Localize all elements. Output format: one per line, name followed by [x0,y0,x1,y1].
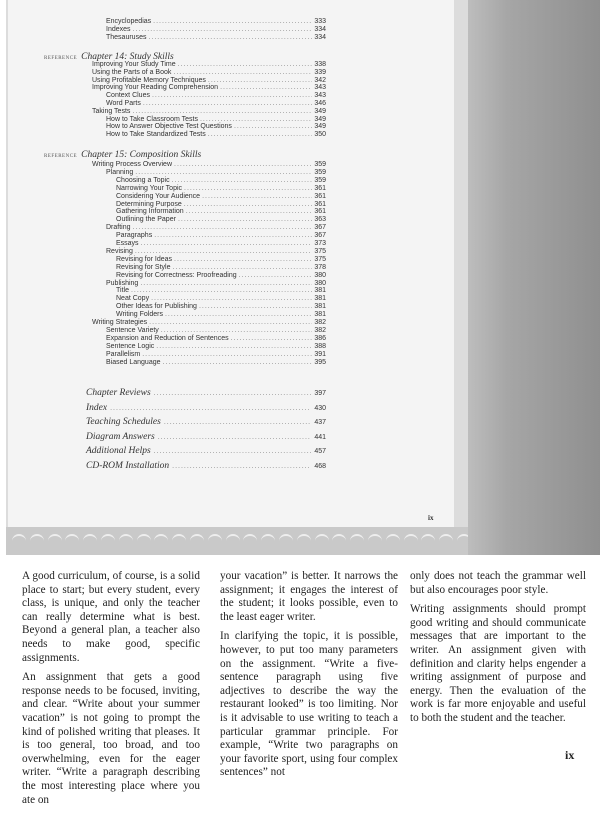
body-paragraph: An assignment that gets a good response needs to be focused, inviting, and clear. “Write about your summer vacation” is not going to prompt the kind of polished writing that pleases. It is too general, too broad, and too overwhelming, even for the eager writer. “Write a paragraph describing the most interesting place where you ate on [22,671,200,806]
dot-leader [143,100,312,108]
toc-entry [106,351,326,359]
wave-ornament [190,534,204,546]
toc-major-page: 457 [314,448,326,456]
toc-entry [92,84,326,92]
toc-entry [106,18,326,26]
body-column-1 [22,570,200,813]
wave-ornament [457,534,468,546]
toc-entry [92,161,326,169]
toc-entry-page: 380 [314,271,326,279]
decorative-wave-strip [6,527,468,555]
toc-entry-page: 343 [314,92,326,100]
dot-leader [156,343,312,351]
wave-ornament [101,534,115,546]
toc-entry-label: Parallelism [106,350,141,358]
toc-entry-page: 343 [314,84,326,92]
page-shadow [468,0,600,555]
dot-leader [165,311,312,319]
dot-leader [200,116,312,124]
toc-major-page: 468 [314,463,326,470]
wave-ornament [65,534,79,546]
toc-entry-page: 334 [314,34,326,42]
toc-major-page: 441 [314,433,326,441]
toc-entry-label: Revising for Style [116,263,171,271]
toc-entry-label: How to Take Standardized Tests [106,131,206,139]
toc-entry [116,311,326,319]
toc-entry [116,240,326,248]
toc-entry [92,77,326,85]
toc-entry-label: Neat Copy [116,295,150,303]
page-number: ix [565,748,575,762]
dot-leader [172,264,312,272]
dot-leader [154,388,312,399]
toc-entry [106,92,326,100]
toc-page-number: ix [428,514,434,522]
dot-leader [131,287,312,295]
toc-entry [106,248,326,256]
dot-leader [172,177,313,185]
toc-entry [106,335,326,343]
toc-entry [106,169,326,177]
toc-entry-page: 382 [314,326,326,334]
toc-entry [116,185,326,193]
body-paragraph: only does not teach the grammar well but also encourages poor style. [410,570,586,596]
toc-entry [116,303,326,311]
toc-major-label: Index [86,402,108,413]
toc-entry [106,327,326,335]
toc-entry-label: Planning [106,168,134,176]
toc-entry-label: Context Clues [106,92,150,100]
dot-leader [132,108,312,116]
toc-entry [106,280,326,288]
toc-entry-page: 350 [314,131,326,139]
toc-entry-page: 363 [314,216,326,224]
toc-entry-page: 391 [314,350,326,358]
wave-ornament [137,534,151,546]
toc-entry-label: How to Take Classroom Tests [106,115,198,123]
toc-entry [116,264,326,272]
toc-entry [106,123,326,131]
dot-leader [186,208,313,216]
toc-entry-label: Thesauruses [106,34,147,42]
toc-major-label: Chapter Reviews [86,388,151,398]
wave-ornament [172,534,186,546]
wave-ornament [83,534,97,546]
reference-tag: REFERENCE [44,154,78,159]
toc-entry-label: Using the Parts of a Book [92,68,172,76]
dot-leader [133,224,313,232]
toc-entry-page: 367 [314,232,326,240]
toc-major-entry [86,432,326,443]
wave-ornament [12,534,26,546]
toc-major-entry [86,388,326,399]
toc-entry-label: Taking Tests [92,107,131,115]
chapter-title: Chapter 15: Composition Skills [81,150,202,160]
toc-entry-page: 375 [314,247,326,255]
toc-entry-label: Biased Language [106,358,161,366]
toc-entry-label: Improving Your Study Time [92,61,176,68]
toc-entry-page: 381 [314,303,326,311]
dot-leader [161,327,313,335]
toc-entry [106,116,326,124]
toc-page [8,0,454,527]
dot-leader [151,295,312,303]
toc-entry-label: Revising for Correctness: Proofreading [116,271,237,279]
toc-entry [106,34,326,42]
toc-entry [116,295,326,303]
toc-entry-label: Choosing a Topic [116,176,170,184]
toc-entry-label: Paragraphs [116,232,153,240]
toc-entry-page: 361 [314,208,326,216]
dot-leader [152,92,312,100]
toc-entry-label: Using Profitable Memory Techniques [92,76,206,84]
toc-entry-page: 346 [314,100,326,107]
dot-leader [154,446,312,457]
dot-leader [158,432,312,443]
dot-leader [178,61,313,69]
toc-major-entry [86,446,326,457]
toc-entry [116,287,326,295]
dot-leader [220,84,312,92]
toc-entry-label: Publishing [106,279,139,287]
toc-entry-label: Narrowing Your Topic [116,184,183,192]
toc-entry-page: 359 [314,168,326,176]
dot-leader [110,403,311,414]
dot-leader [184,185,312,193]
toc-entry-label: Considering Your Audience [116,192,201,200]
toc-entry-page: 349 [314,115,326,123]
toc-entry [106,26,326,34]
body-paragraph: your vacation” is better. It narrows the assignment; it engages the interest of the student; it looks possible, even to the least eager writer. [220,570,398,623]
toc-entry-label: Sentence Logic [106,342,155,350]
dot-leader [163,359,313,367]
wave-ornament [48,534,62,546]
wave-ornament [404,534,418,546]
toc-entry-page: 386 [314,334,326,342]
dot-leader [234,123,312,131]
dot-leader [142,351,312,359]
dot-leader [149,319,312,327]
toc-major-entry [86,403,326,414]
wave-ornament [154,534,168,546]
toc-entry-page: 361 [314,184,326,192]
toc-entry [116,177,326,185]
toc-entry [116,216,326,224]
toc-entry-label: Outlining the Paper [116,216,176,224]
toc-entry-label: Gathering Information [116,208,184,216]
toc-entry-label: Writing Process Overview [92,161,173,168]
toc-entry [106,343,326,351]
dot-leader [202,193,312,201]
toc-entry [106,224,326,232]
body-column-3 [410,570,586,732]
toc-entry-page: 359 [314,176,326,184]
toc-entry-label: Expansion and Reduction of Sentences [106,334,229,342]
toc-entry [116,232,326,240]
toc-entry-page: 373 [314,240,326,247]
toc-entry [92,108,326,116]
dot-leader [178,216,312,224]
wave-ornament [315,534,329,546]
toc-entry-page: 361 [314,200,326,208]
wave-ornament [279,534,293,546]
toc-entry-label: Word Parts [106,100,141,107]
toc-entry-label: Other Ideas for Publishing [116,303,197,311]
wave-ornament [119,534,133,546]
dot-leader [199,303,312,311]
body-column-2 [220,570,398,786]
toc-major-entry [86,461,326,472]
dot-leader [239,272,313,280]
wave-ornament [368,534,382,546]
dot-leader [148,34,312,42]
toc-major-page: 437 [314,419,326,427]
toc-entry-page: 342 [314,76,326,84]
toc-entry-page: 381 [314,287,326,295]
toc-entry-label: Writing Strategies [92,319,148,326]
wave-ornament [208,534,222,546]
dot-leader [174,256,312,264]
wave-ornament [332,534,346,546]
toc-major-label: Diagram Answers [86,431,155,442]
wave-ornament [243,534,257,546]
wave-ornament [30,534,44,546]
dot-leader [174,161,312,169]
toc-entry-page: 349 [314,107,326,115]
dot-leader [135,169,312,177]
toc-entry-page: 378 [314,263,326,271]
toc-entry-label: Title [116,287,129,295]
chapter-heading [44,150,201,160]
dot-leader [173,69,312,77]
toc-entry-page: 349 [314,123,326,131]
dot-leader [154,232,312,240]
toc-entry [92,61,326,69]
toc-entry-label: How to Answer Objective Test Questions [106,123,232,131]
body-paragraph: In clarifying the topic, it is possible, however, to put too many parameters on the assignment. “Write a five-sentence paragraph using five adjectives to describe the way the restaurant looked” is too limiting. Nor is it advisable to use writing to teach a particular grammar principle. For example, “Write two paragraphs on your favorite sport, using four complex sentences” not [220,630,398,779]
toc-entry [106,131,326,139]
toc-entry [116,272,326,280]
toc-entry-page: 381 [314,311,326,319]
dot-leader [164,417,311,428]
toc-entry-label: Revising for Ideas [116,255,173,263]
wave-ornament [386,534,400,546]
wave-ornament [226,534,240,546]
body-paragraph: Writing assignments should prompt good writing and should communicate messages that are important to the writer. An assignment given with definition and clarity helps engender a writing assignment of purpose and energy. Then the evaluation of the work is far more enjoyable and useful to both the student and the teacher. [410,603,586,724]
toc-entry-label: Revising [106,247,133,255]
toc-entry-page: 367 [314,224,326,232]
toc-entry-label: Writing Folders [116,311,163,319]
toc-entry-page: 333 [314,18,326,25]
toc-entry-page: 334 [314,26,326,34]
toc-entry-page: 339 [314,68,326,76]
toc-entry [106,359,326,367]
dot-leader [153,18,312,26]
wave-ornament [439,534,453,546]
dot-leader [184,201,313,209]
toc-entry-page: 395 [314,358,326,366]
toc-entry-page: 380 [314,279,326,287]
dot-leader [141,240,313,248]
toc-entry-label: Drafting [106,224,131,232]
toc-entry-page: 388 [314,342,326,350]
toc-major-page: 397 [314,390,326,397]
toc-entry-page: 375 [314,255,326,263]
toc-entry-label: Determining Purpose [116,200,182,208]
toc-entry-label: Encyclopedias [106,18,152,25]
dot-leader [231,335,313,343]
toc-entry-page: 338 [314,61,326,68]
dot-leader [133,26,313,34]
toc-entry [92,69,326,77]
wave-ornament [421,534,435,546]
toc-entry-page: 382 [314,319,326,326]
toc-entry [116,201,326,209]
toc-entry [106,100,326,108]
toc-entry-page: 361 [314,192,326,200]
toc-entry-label: Improving Your Reading Comprehension [92,84,219,92]
body-paragraph: A good curriculum, of course, is a solid place to start; but every student, every class, is unique, and only the teacher can really determine what is best. Beyond a general plan, a teacher also needs to make good, specific assignments. [22,570,200,664]
toc-entry-label: Indexes [106,26,131,34]
wave-ornament [297,534,311,546]
dot-leader [135,248,312,256]
wave-ornament [350,534,364,546]
dot-leader [172,461,311,472]
dot-leader [140,280,312,288]
toc-entry [116,193,326,201]
toc-major-label: Teaching Schedules [86,417,161,428]
toc-major-label: Additional Helps [86,446,151,457]
toc-entry-page: 359 [314,161,326,168]
toc-entry [116,256,326,264]
chapter-title: Chapter 14: Study Skills [81,52,174,62]
dot-leader [208,77,312,85]
toc-entry-label: Essays [116,240,139,247]
toc-major-entry [86,417,326,428]
toc-entry-label: Sentence Variety [106,326,159,334]
wave-ornament [261,534,275,546]
dot-leader [208,131,313,139]
reference-tag: REFERENCE [44,56,78,61]
toc-major-label: CD-ROM Installation [86,461,170,471]
toc-major-page: 430 [314,404,326,412]
toc-entry [92,319,326,327]
toc-entry-page: 381 [314,295,326,303]
toc-entry [116,208,326,216]
